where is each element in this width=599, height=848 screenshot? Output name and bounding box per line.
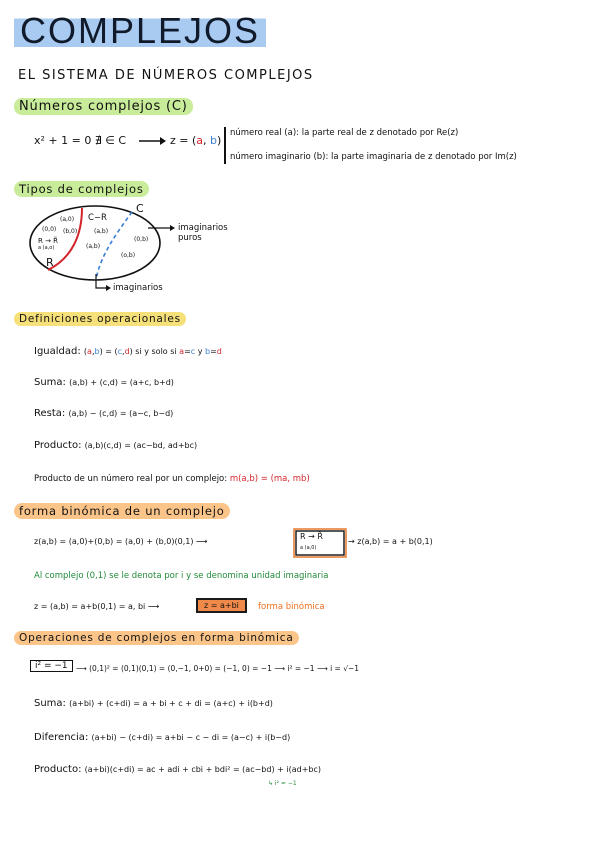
forma-binomica-label: forma binómica xyxy=(258,602,325,612)
binomica-line-1-end: → z(a,b) = a + b(0,1) xyxy=(348,537,433,546)
section-tipos: Tipos de complejos xyxy=(14,181,149,197)
point-ab: (a,b) xyxy=(94,228,109,235)
binomica-line-2: z = (a,b) = a+b(0,1) = a, bi ⟶ xyxy=(34,602,160,611)
suma-def-row xyxy=(34,377,174,388)
producto-def-label: Producto: xyxy=(34,440,82,451)
section-numeros-complejos: Números complejos (C) xyxy=(14,98,193,115)
set-c-label: C xyxy=(136,202,144,215)
igualdad-label: Igualdad: xyxy=(34,346,81,357)
r-map-label: R → R̃ xyxy=(38,237,59,245)
r-tilde-box-top: R → R̃ xyxy=(300,532,323,541)
i-squared-box: i² = −1 xyxy=(30,660,73,672)
suma-def-label: Suma: xyxy=(34,377,66,388)
r-tilde-box-sub: a (a,0) xyxy=(300,545,317,551)
section-forma-binomica: forma binómica de un complejo xyxy=(14,503,230,519)
producto-def-expr: (a,b)(c,d) = (ac−bd, ad+bc) xyxy=(84,441,198,450)
real-part-description: número real (a): la parte real de z denotado por Re(z) xyxy=(230,128,459,138)
suma-op-label: Suma: xyxy=(34,698,66,709)
producto-real-label: Producto de un número real por un complejo: xyxy=(34,474,228,484)
producto-op-row xyxy=(34,764,321,775)
i-squared-derivation: ⟶ (0,1)² = (0,1)(0,1) = (0,−1, 0+0) = (−1, 0) = −1 ⟶ i² = −1 ⟶ i = √−1 xyxy=(76,664,360,673)
point-0b: (0,b) xyxy=(134,236,149,243)
r-map-sub: a (a,o) xyxy=(38,245,55,251)
binomica-line-1: z(a,b) = (a,0)+(0,b) = (a,0) + (b,0)(0,1) ⟶ xyxy=(34,537,208,546)
section-definiciones: Definiciones operacionales xyxy=(14,312,186,326)
point-ob: (o,b) xyxy=(121,252,136,259)
c-minus-r-label: C−R xyxy=(88,213,107,223)
page-subtitle: EL SISTEMA DE NÚMEROS COMPLEJOS xyxy=(18,68,314,83)
producto-op-note: ↳ i² = −1 xyxy=(268,780,297,787)
set-r-label: R xyxy=(46,256,54,269)
unidad-imaginaria-note: Al complejo (0,1) se le denota por i y se denomina unidad imaginaria xyxy=(34,571,329,581)
imaginarios-label: imaginarios xyxy=(113,283,163,293)
resta-def-expr: (a,b) − (c,d) = (a−c, b−d) xyxy=(68,409,174,418)
point-ab-2: (a,b) xyxy=(86,243,101,250)
resta-def-row xyxy=(34,408,173,419)
point-a0: (a,0) xyxy=(60,216,75,223)
diferencia-op-expr: (a+bi) − (c+di) = a+bi − c − di = (a−c) + i(b−d) xyxy=(91,733,291,742)
suma-op-expr: (a+bi) + (c+di) = a + bi + c + di = (a+c) + i(b+d) xyxy=(69,699,273,708)
diferencia-op-label: Diferencia: xyxy=(34,732,89,743)
point-b0: (b,0) xyxy=(63,228,78,235)
producto-op-expr: (a+bi)(c+di) = ac + adi + cbi + bdi² = (ac−bd) + i(ad+bc) xyxy=(84,765,321,774)
imaginary-part-description: número imaginario (b): la parte imaginaria de z denotado por Im(z) xyxy=(230,152,517,162)
imaginarios-puros-label: imaginarios puros xyxy=(178,223,228,243)
forma-binomica-box: z = a+bi xyxy=(196,598,247,613)
suma-op-row xyxy=(34,698,273,709)
page-title: COMPLEJOS xyxy=(14,10,266,52)
producto-op-label: Producto: xyxy=(34,764,82,775)
resta-def-label: Resta: xyxy=(34,408,66,419)
equation-no-real-solution: x² + 1 = 0 ∄ ∈ C xyxy=(34,134,127,147)
producto-real-expr: m(a,b) = (ma, mb) xyxy=(229,474,310,484)
producto-def-row xyxy=(34,440,197,451)
point-00: (0,0) xyxy=(42,226,57,233)
z-definition: z = (a, b) xyxy=(170,134,222,147)
suma-def-expr: (a,b) + (c,d) = (a+c, b+d) xyxy=(69,378,174,387)
igualdad-row: Igualdad: (a,b) = (c,d) si y solo si a=c y b=d xyxy=(34,346,222,357)
diferencia-op-row xyxy=(34,732,290,743)
section-operaciones: Operaciones de complejos en forma binómica xyxy=(14,631,299,645)
producto-real-row xyxy=(34,474,310,484)
